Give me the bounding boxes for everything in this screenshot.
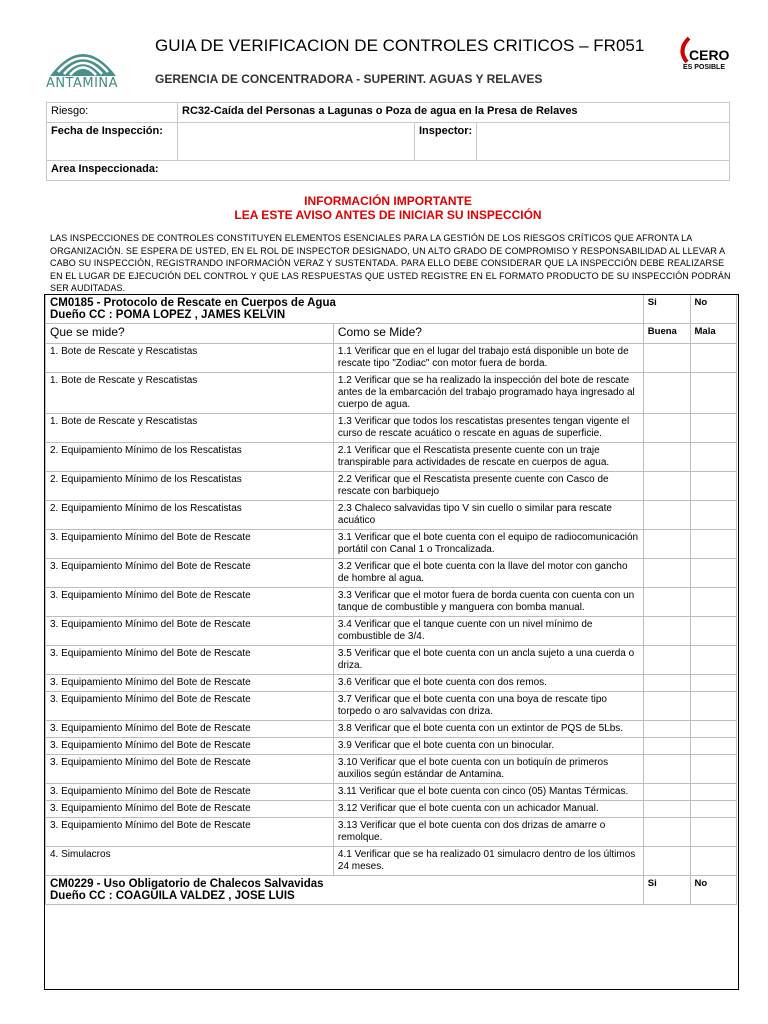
- section2-owner: Dueño CC : COAGUILA VALDEZ , JOSE LUIS: [50, 890, 295, 902]
- como-cell: 4.1 Verificar que se ha realizado 01 simulacro dentro de los últimos 24 meses.: [333, 847, 643, 876]
- table-row: [46, 818, 737, 847]
- mala-checkbox-cell[interactable]: [690, 801, 737, 818]
- table-row: [46, 501, 737, 530]
- buena-checkbox-cell[interactable]: [643, 501, 690, 530]
- como-cell: 3.10 Verificar que el bote cuenta con un botiquín de primeros auxilios según estándar de Antamina.: [333, 755, 643, 784]
- si-header: Si: [643, 295, 690, 324]
- buena-checkbox-cell[interactable]: [643, 675, 690, 692]
- table-row: [46, 738, 737, 755]
- mala-checkbox-cell[interactable]: [690, 692, 737, 721]
- document-title: GUIA DE VERIFICACION DE CONTROLES CRITICOS – FR051: [155, 36, 645, 55]
- que-cell: 2. Equipamiento Mínimo de los Rescatistas: [46, 472, 334, 501]
- buena-checkbox-cell[interactable]: [643, 344, 690, 373]
- buena-checkbox-cell[interactable]: [643, 373, 690, 414]
- como-cell: 2.2 Verificar que el Rescatista presente cuente con Casco de rescate con barbiquejo: [333, 472, 643, 501]
- table-row: [46, 443, 737, 472]
- mala-checkbox-cell[interactable]: [690, 617, 737, 646]
- como-cell: 3.1 Verificar que el bote cuenta con el equipo de radiocomunicación portátil con Canal 1 o Troncalizada.: [333, 530, 643, 559]
- mala-checkbox-cell[interactable]: [690, 721, 737, 738]
- mala-checkbox-cell[interactable]: [690, 443, 737, 472]
- document-subtitle: GERENCIA DE CONCENTRADORA - SUPERINT. AGUAS Y RELAVES: [155, 72, 543, 86]
- col-como-header: Como se Mide?: [333, 324, 643, 344]
- como-cell: 3.3 Verificar que el motor fuera de borda cuenta con cuenta con un tanque de combustible y manguera con bomba manual.: [333, 588, 643, 617]
- buena-checkbox-cell[interactable]: [643, 588, 690, 617]
- section1-owner: Dueño CC : POMA LOPEZ , JAMES KELVIN: [50, 309, 286, 321]
- notice-line2: LEA ESTE AVISO ANTES DE INICIAR SU INSPECCIÓN: [234, 208, 542, 222]
- cero-subtext: ES POSIBLE: [682, 64, 725, 71]
- table-row: [46, 692, 737, 721]
- table-row: [46, 559, 737, 588]
- important-notice: [50, 194, 726, 222]
- como-cell: 3.5 Verificar que el bote cuenta con un ancla sujeto a una cuerda o driza.: [333, 646, 643, 675]
- fecha-field[interactable]: [178, 123, 415, 161]
- table-row: [46, 801, 737, 818]
- buena-checkbox-cell[interactable]: [643, 443, 690, 472]
- section1-title: CM0185 - Protocolo de Rescate en Cuerpos de Agua: [50, 297, 336, 309]
- col-buena-header: Buena: [643, 324, 690, 344]
- table-row: [46, 414, 737, 443]
- table-row: [46, 721, 737, 738]
- como-cell: 3.13 Verificar que el bote cuenta con dos drizas de amarre o remolque.: [333, 818, 643, 847]
- que-cell: 1. Bote de Rescate y Rescatistas: [46, 344, 334, 373]
- cero-text: CERO: [689, 47, 730, 63]
- table-row: [46, 755, 737, 784]
- como-cell: 2.3 Chaleco salvavidas tipo V sin cuello o similar para rescate acuático: [333, 501, 643, 530]
- buena-checkbox-cell[interactable]: [643, 801, 690, 818]
- que-cell: 3. Equipamiento Mínimo del Bote de Rescate: [46, 559, 334, 588]
- como-cell: 1.3 Verificar que todos los rescatistas presentes tengan vigente el curso de rescate acuático o rescate en aguas de superficie.: [333, 414, 643, 443]
- buena-checkbox-cell[interactable]: [643, 847, 690, 876]
- que-cell: 4. Simulacros: [46, 847, 334, 876]
- que-cell: 3. Equipamiento Mínimo del Bote de Rescate: [46, 755, 334, 784]
- table-row: [46, 530, 737, 559]
- como-cell: 3.8 Verificar que el bote cuenta con un extintor de PQS de 5Lbs.: [333, 721, 643, 738]
- area-label[interactable]: Area Inspeccionada:: [47, 161, 730, 181]
- buena-checkbox-cell[interactable]: [643, 738, 690, 755]
- notice-paragraph: LAS INSPECCIONES DE CONTROLES CONSTITUYEN ELEMENTOS ESENCIALES PARA LA GESTIÓN DE LOS RIESGOS CRÍTICOS QUE AFRONTA LA ORGANIZACIÓN. SE ESPERA DE USTED, EN EL ROL DE INSPECTOR DESIGNADO, UN ALTO GRADO DE COMPROMISO Y RESPONSABILIDAD AL LLEVAR A CABO SU INSPECCIÓN, REGISTRANDO INFORMACIÓN VERAZ Y SUSTENTADA. PARA ELLO DEBE CONSIDERAR QUE LA INSPECCIÓN DEBE REALIZARSE EN EL LUGAR DE EJECUCIÓN DEL CONTROL Y QUE LAS RESPUESTAS QUE USTED REGISTRE EN EL FORMATO PRODUCTO DE SU INSPECCIÓN PODRÁN SER AUDITADAS.: [50, 233, 731, 293]
- buena-checkbox-cell[interactable]: [643, 755, 690, 784]
- buena-checkbox-cell[interactable]: [643, 617, 690, 646]
- que-cell: 3. Equipamiento Mínimo del Bote de Rescate: [46, 692, 334, 721]
- que-cell: 2. Equipamiento Mínimo de los Rescatistas: [46, 501, 334, 530]
- section2-header: [46, 876, 644, 905]
- mala-checkbox-cell[interactable]: [690, 559, 737, 588]
- que-cell: 3. Equipamiento Mínimo del Bote de Rescate: [46, 588, 334, 617]
- table-row: [46, 588, 737, 617]
- no-header-2: No: [690, 876, 737, 905]
- section1-header: [46, 295, 644, 324]
- como-cell: 1.1 Verificar que en el lugar del trabajo está disponible un bote de rescate tipo "Zodiac" con motor fuera de borda.: [333, 344, 643, 373]
- como-cell: 3.6 Verificar que el bote cuenta con dos remos.: [333, 675, 643, 692]
- que-cell: 3. Equipamiento Mínimo del Bote de Rescate: [46, 646, 334, 675]
- buena-checkbox-cell[interactable]: [643, 784, 690, 801]
- como-cell: 3.11 Verificar que el bote cuenta con cinco (05) Mantas Térmicas.: [333, 784, 643, 801]
- buena-checkbox-cell[interactable]: [643, 530, 690, 559]
- riesgo-label: Riesgo:: [47, 103, 178, 123]
- table-row: [46, 847, 737, 876]
- que-cell: 3. Equipamiento Mínimo del Bote de Rescate: [46, 675, 334, 692]
- mala-checkbox-cell[interactable]: [690, 588, 737, 617]
- que-cell: 3. Equipamiento Mínimo del Bote de Rescate: [46, 530, 334, 559]
- table-row: [46, 617, 737, 646]
- mala-checkbox-cell[interactable]: [690, 784, 737, 801]
- mala-checkbox-cell[interactable]: [690, 501, 737, 530]
- mala-checkbox-cell[interactable]: [690, 738, 737, 755]
- mala-checkbox-cell[interactable]: [690, 472, 737, 501]
- notice-line1: INFORMACIÓN IMPORTANTE: [304, 194, 472, 208]
- buena-checkbox-cell[interactable]: [643, 818, 690, 847]
- que-cell: 3. Equipamiento Mínimo del Bote de Rescate: [46, 721, 334, 738]
- como-cell: 1.2 Verificar que se ha realizado la inspección del bote de rescate antes de la embarcación del trabajo programado haya ingresado al cuerpo de agua.: [333, 373, 643, 414]
- inspector-label: Inspector:: [415, 123, 477, 161]
- mala-checkbox-cell[interactable]: [690, 847, 737, 876]
- buena-checkbox-cell[interactable]: [643, 472, 690, 501]
- mala-checkbox-cell[interactable]: [690, 675, 737, 692]
- table-row: [46, 344, 737, 373]
- logo-text: ANTAMINA: [45, 76, 119, 91]
- que-cell: 1. Bote de Rescate y Rescatistas: [46, 414, 334, 443]
- que-cell: 3. Equipamiento Mínimo del Bote de Rescate: [46, 784, 334, 801]
- como-cell: 3.9 Verificar que el bote cuenta con un binocular.: [333, 738, 643, 755]
- mala-checkbox-cell[interactable]: [690, 755, 737, 784]
- si-header-2: Si: [643, 876, 690, 905]
- buena-checkbox-cell[interactable]: [643, 692, 690, 721]
- como-cell: 3.7 Verificar que el bote cuenta con una boya de rescate tipo torpedo o aro salvavidas con driza.: [333, 692, 643, 721]
- mala-checkbox-cell[interactable]: [690, 530, 737, 559]
- riesgo-value: RC32-Caída del Personas a Lagunas o Poza de agua en la Presa de Relaves: [178, 103, 730, 123]
- table-row: [46, 784, 737, 801]
- mala-checkbox-cell[interactable]: [690, 344, 737, 373]
- buena-checkbox-cell[interactable]: [643, 646, 690, 675]
- buena-checkbox-cell[interactable]: [643, 721, 690, 738]
- como-cell: 3.12 Verificar que el bote cuenta con un achicador Manual.: [333, 801, 643, 818]
- que-cell: 3. Equipamiento Mínimo del Bote de Rescate: [46, 738, 334, 755]
- inspection-info-table: [46, 102, 730, 181]
- checklist-table: [45, 294, 737, 905]
- table-row: [46, 472, 737, 501]
- table-row: [46, 646, 737, 675]
- que-cell: 3. Equipamiento Mínimo del Bote de Rescate: [46, 818, 334, 847]
- que-cell: 2. Equipamiento Mínimo de los Rescatistas: [46, 443, 334, 472]
- inspector-field[interactable]: [477, 123, 730, 161]
- que-cell: 3. Equipamiento Mínimo del Bote de Rescate: [46, 801, 334, 818]
- mala-checkbox-cell[interactable]: [690, 414, 737, 443]
- section2-title: CM0229 - Uso Obligatorio de Chalecos Salvavidas: [50, 878, 324, 890]
- table-row: [46, 675, 737, 692]
- mala-checkbox-cell[interactable]: [690, 373, 737, 414]
- mala-checkbox-cell[interactable]: [690, 646, 737, 675]
- que-cell: 1. Bote de Rescate y Rescatistas: [46, 373, 334, 414]
- como-cell: 2.1 Verificar que el Rescatista presente cuente con un traje transpirable para actividades de rescate en cuerpos de agua.: [333, 443, 643, 472]
- buena-checkbox-cell[interactable]: [643, 559, 690, 588]
- table-row: [46, 373, 737, 414]
- no-header: No: [690, 295, 737, 324]
- como-cell: 3.2 Verificar que el bote cuenta con la llave del motor con gancho de hombre al agua.: [333, 559, 643, 588]
- como-cell: 3.4 Verificar que el tanque cuente con un nivel mínimo de combustible de 3/4.: [333, 617, 643, 646]
- buena-checkbox-cell[interactable]: [643, 414, 690, 443]
- mala-checkbox-cell[interactable]: [690, 818, 737, 847]
- que-cell: 3. Equipamiento Mínimo del Bote de Rescate: [46, 617, 334, 646]
- fecha-label: Fecha de Inspección:: [47, 123, 178, 161]
- col-que-header: Que se mide?: [46, 324, 334, 344]
- col-mala-header: Mala: [690, 324, 737, 344]
